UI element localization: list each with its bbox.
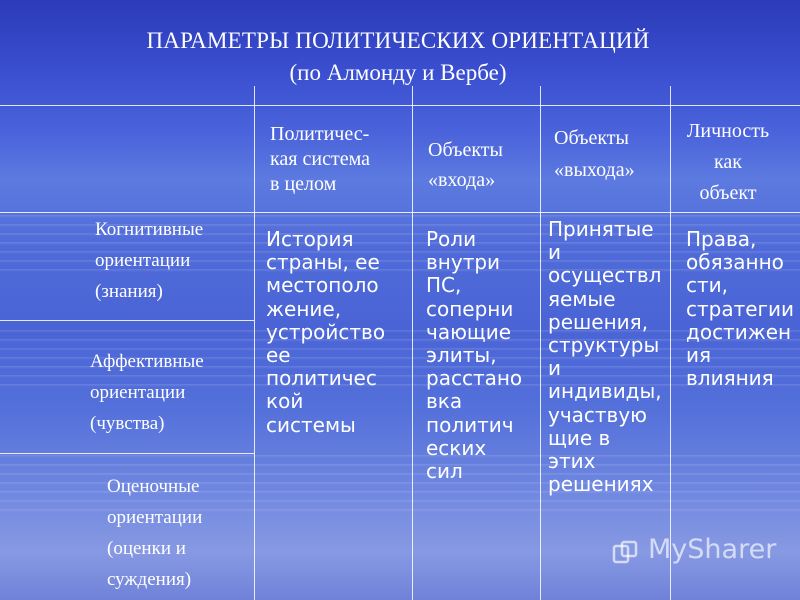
- table-rule-row2: [0, 453, 254, 454]
- table-rule-header: [0, 212, 800, 213]
- row-header-cognitive: Когнитивные ориентации (знания): [95, 219, 204, 302]
- slide-title: ПАРАМЕТРЫ ПОЛИТИЧЕСКИХ ОРИЕНТАЦИЙ: [146, 28, 650, 53]
- cell-input-objects: Роли внутри ПС, соперни чающие элиты, расстано вка политич еских сил: [426, 227, 523, 484]
- table-rule-row1: [0, 320, 254, 321]
- slide-subtitle: (по Алмонду и Вербе): [289, 60, 507, 85]
- row-header-evaluative: Оценочные ориентации (оценки и суждения): [107, 476, 203, 590]
- table-divider-4: [670, 86, 671, 600]
- column-header-output-objects: Объекты «выхода»: [554, 127, 635, 181]
- cell-output-objects: Принятые и осуществл яемые решения, структуры и индивиды, участвую щие в этих решениях: [548, 217, 662, 497]
- column-header-input-objects: Объекты «входа»: [428, 139, 503, 191]
- column-header-self-as-object: Личность как объект: [686, 120, 770, 204]
- row-header-affective: Аффективные ориентации (чувства): [90, 351, 204, 434]
- table-rule-top: [0, 105, 800, 106]
- cell-political-system: История страны, ее местополо жение, устройство ее политичес кой системы: [266, 227, 386, 437]
- watermark: MySharer: [648, 534, 777, 565]
- table-divider-2: [412, 86, 413, 600]
- mysharer-logo-icon: [610, 538, 640, 568]
- table-divider-3: [540, 86, 541, 600]
- column-header-political-system: Политичес- кая система в целом: [270, 123, 370, 195]
- cell-self-as-object: Права, обязанно сти, стратегии достижен ия влияния: [686, 228, 795, 391]
- table-divider-1: [254, 86, 255, 600]
